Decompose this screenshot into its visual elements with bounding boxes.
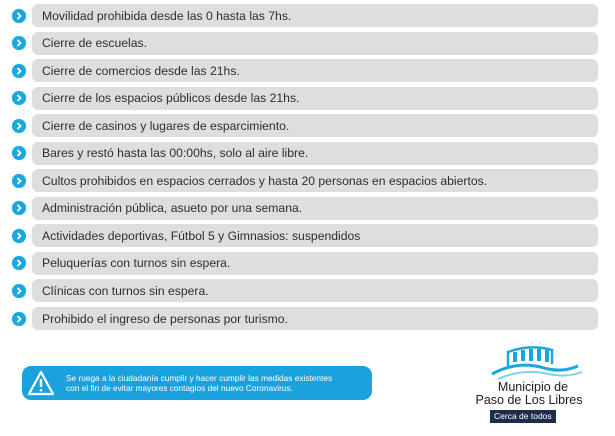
measure-text: Movilidad prohibida desde las 0 hasta las 7hs. bbox=[32, 4, 598, 27]
chevron-right-icon bbox=[12, 229, 26, 243]
list-item bbox=[10, 4, 598, 27]
list-item bbox=[10, 114, 598, 137]
measure-text: Peluquerías con turnos sin espera. bbox=[32, 252, 598, 275]
measure-text: Cultos prohibidos en espacios cerrados y hasta 20 personas en espacios abiertos. bbox=[32, 169, 598, 192]
list-item bbox=[10, 279, 598, 302]
chevron-right-icon bbox=[12, 64, 26, 78]
measure-text: Actividades deportivas, Fútbol 5 y Gimnasios: suspendidos bbox=[32, 224, 598, 247]
list-item bbox=[10, 252, 598, 275]
chevron-right-icon bbox=[12, 119, 26, 133]
measure-text: Cierre de comercios desde las 21hs. bbox=[32, 59, 598, 82]
measure-text: Bares y restó hasta las 00:00hs, solo al aire libre. bbox=[32, 142, 598, 165]
chevron-right-icon bbox=[12, 174, 26, 188]
notice-banner bbox=[22, 366, 372, 400]
chevron-right-icon bbox=[12, 312, 26, 326]
list-item bbox=[10, 32, 598, 55]
warning-triangle-icon bbox=[26, 369, 56, 397]
list-item bbox=[10, 169, 598, 192]
measure-text: Cierre de los espacios públicos desde las 21hs. bbox=[32, 87, 598, 110]
notice-line: con el fin de evitar mayores contagios del nuevo Coronavirus. bbox=[66, 383, 293, 393]
measure-text: Clínicas con turnos sin espera. bbox=[32, 279, 598, 302]
notice-text bbox=[66, 373, 332, 394]
bridge-logo-icon bbox=[478, 338, 588, 382]
measure-text: Cierre de escuelas. bbox=[32, 32, 598, 55]
list-item bbox=[10, 142, 598, 165]
measure-text: Administración pública, asueto por una semana. bbox=[32, 197, 598, 220]
notice-line: Se ruega a la ciudadanía cumplir y hacer cumplir las medidas existentes bbox=[66, 372, 333, 383]
logo-tagline: Cerca de todos bbox=[490, 410, 556, 423]
measure-text: Prohibido el ingreso de personas por turismo. bbox=[32, 307, 598, 330]
logo-line-2: Paso de Los Libres bbox=[475, 393, 583, 407]
list-item bbox=[10, 307, 598, 330]
measure-text: Cierre de casinos y lugares de esparcimiento. bbox=[32, 114, 598, 137]
chevron-right-icon bbox=[12, 284, 26, 298]
chevron-right-icon bbox=[12, 256, 26, 270]
list-item bbox=[10, 59, 598, 82]
logo-line-1: Municipio de bbox=[497, 380, 569, 394]
list-item bbox=[10, 87, 598, 110]
measures-list bbox=[10, 4, 598, 335]
list-item bbox=[10, 197, 598, 220]
chevron-right-icon bbox=[12, 91, 26, 105]
list-item bbox=[10, 224, 598, 247]
chevron-right-icon bbox=[12, 146, 26, 160]
chevron-right-icon bbox=[12, 201, 26, 215]
chevron-right-icon bbox=[12, 36, 26, 50]
municipality-logo bbox=[474, 338, 604, 428]
chevron-right-icon bbox=[12, 9, 26, 23]
